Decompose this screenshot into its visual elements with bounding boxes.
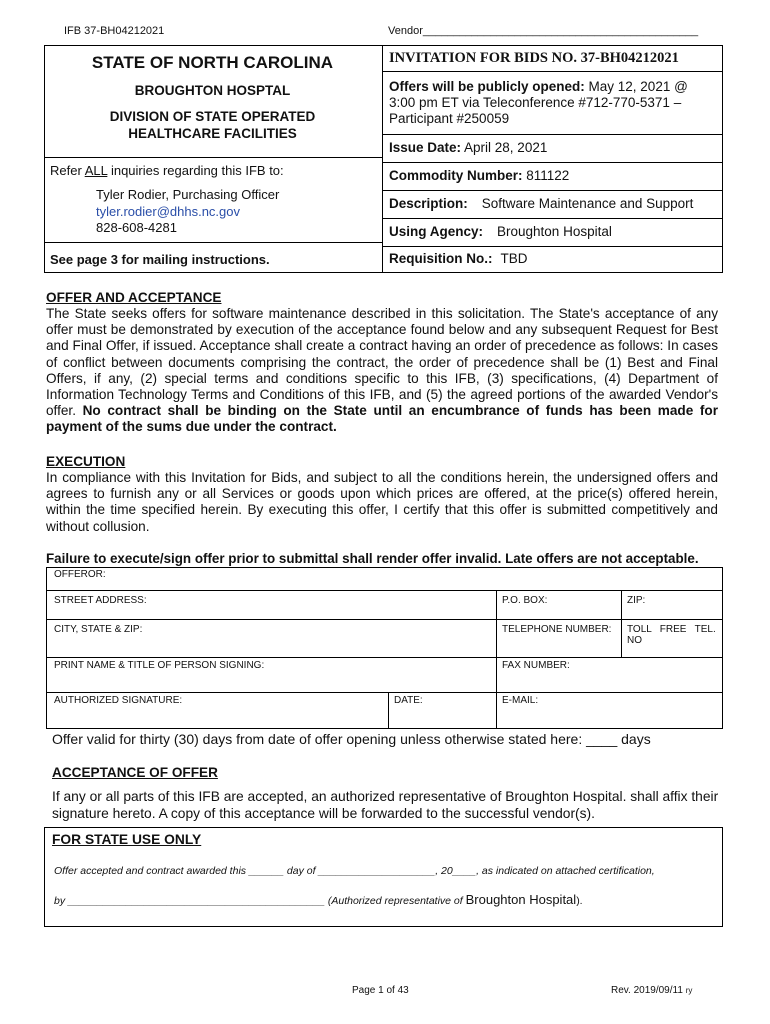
offer-acceptance-heading: OFFER AND ACCEPTANCE xyxy=(46,290,222,305)
description: Description: Software Maintenance and Support xyxy=(389,196,694,211)
city-state-zip-field[interactable]: CITY, STATE & ZIP: xyxy=(54,624,143,635)
execution-body: In compliance with this Invitation for Bids, and subject to all the conditions herein, the undersigned offers and agrees to furnish any or all Services or goods upon which prices are offered, at the price(s) offered herein, within the time specified herein. By executing this offer, I certify that this offer is submitted competitively and without collusion. xyxy=(46,470,718,534)
hospital-name: BROUGHTON HOSPTAL xyxy=(134,83,291,98)
offers-opened-line3: Participant #250059 xyxy=(389,111,510,126)
fax-field[interactable]: FAX NUMBER: xyxy=(502,660,570,671)
right-rule-6 xyxy=(382,246,722,247)
mailing-instructions: See page 3 for mailing instructions. xyxy=(50,252,270,267)
page-number: Page 1 of 43 xyxy=(352,985,409,996)
division-line1: DIVISION OF STATE OPERATED xyxy=(109,109,316,124)
left-rule-1 xyxy=(45,157,382,158)
contact-phone: 828-608-4281 xyxy=(96,220,177,235)
left-rule-2 xyxy=(45,242,382,243)
failure-notice: Failure to execute/sign offer prior to submittal shall render offer invalid. Late offers are not acceptable. xyxy=(46,551,699,566)
contact-email-link[interactable]: tyler.rodier@dhhs.nc.gov xyxy=(96,204,240,219)
refer-line: Refer ALL inquiries regarding this IFB to: xyxy=(50,163,284,178)
po-box-field[interactable]: P.O. BOX: xyxy=(502,595,548,606)
right-rule-title xyxy=(382,71,722,72)
ifb-id: IFB 37-BH04212021 xyxy=(64,25,165,37)
date-field[interactable]: DATE: xyxy=(394,695,423,706)
acceptance-heading: ACCEPTANCE OF OFFER xyxy=(52,765,218,780)
commodity-number: Commodity Number: 811122 xyxy=(389,168,570,183)
telephone-field[interactable]: TELEPHONE NUMBER: xyxy=(502,624,612,635)
state-title: STATE OF NORTH CAROLINA xyxy=(91,53,334,72)
zip-field[interactable]: ZIP: xyxy=(627,595,646,606)
print-name-field[interactable]: PRINT NAME & TITLE OF PERSON SIGNING: xyxy=(54,660,265,671)
offer-valid-note: Offer valid for thirty (30) days from date of offer opening unless otherwise stated here: ____ days xyxy=(52,731,651,747)
street-address-field[interactable]: STREET ADDRESS: xyxy=(54,595,147,606)
offer-acceptance-body: The State seeks offers for software maintenance described in this solicitation. The State's acceptance of any offer must be demonstrated by execution of the acceptance found below and any subsequent Request for Best and Final Offer, if issued. Acceptance shall create a contract having an order of precedence as follows: In cases of conflict between documents comprising the contract, the order of precedence shall be (1) Best and Final Offers, if any, (2) special terms and conditions specific to this IFB, (3) specifications, (4) Department of Information Technology Terms and Conditions of this IFB, and (5) the agreed portions of the awarded Vendor's offer. No contract shall be binding on the State until an encumbrance of funds has been made for payment of the sums due under the contract. xyxy=(46,306,718,435)
division-line2: HEALTHCARE FACILITIES xyxy=(128,126,297,141)
ifb-title: INVITATION FOR BIDS NO. 37-BH04212021 xyxy=(389,50,679,66)
offeror-field[interactable]: OFFEROR: xyxy=(54,569,106,580)
issue-date: Issue Date: April 28, 2021 xyxy=(389,140,548,155)
execution-heading: EXECUTION xyxy=(46,454,126,469)
state-use-heading: FOR STATE USE ONLY xyxy=(52,832,202,847)
signature-field[interactable]: AUTHORIZED SIGNATURE: xyxy=(54,695,183,706)
toll-free-field[interactable]: TOLL FREE TEL. NO xyxy=(627,624,716,646)
using-agency: Using Agency: Broughton Hospital xyxy=(389,224,612,239)
vendor-label: Vendor_____________________________________________ xyxy=(388,25,699,37)
authorized-rep-line: by ____________________________________________ (Authorized representative of Broughton Hospital). xyxy=(54,892,583,907)
contact-name: Tyler Rodier, Purchasing Officer xyxy=(96,187,280,202)
right-rule-2 xyxy=(382,134,722,135)
right-rule-5 xyxy=(382,218,722,219)
right-rule-4 xyxy=(382,190,722,191)
requisition-no: Requisition No.: TBD xyxy=(389,251,528,266)
offers-opened-line2: 3:00 pm ET via Teleconference #712-770-5371 – xyxy=(389,95,682,110)
right-rule-3 xyxy=(382,162,722,163)
email-field[interactable]: E-MAIL: xyxy=(502,695,539,706)
award-line: Offer accepted and contract awarded this ______ day of ____________________, 20____, as indicated on attached certification, xyxy=(54,865,655,877)
revision: Rev. 2019/09/11 ry xyxy=(611,985,693,996)
acceptance-body: If any or all parts of this IFB are accepted, an authorized representative of Broughton Hospital. shall affix their signature hereto. A copy of this acceptance will be forwarded to the successful vendor(s). xyxy=(52,789,719,821)
header-divider xyxy=(382,46,383,272)
offers-opened-line1: Offers will be publicly opened: May 12, 2021 @ xyxy=(389,79,688,94)
